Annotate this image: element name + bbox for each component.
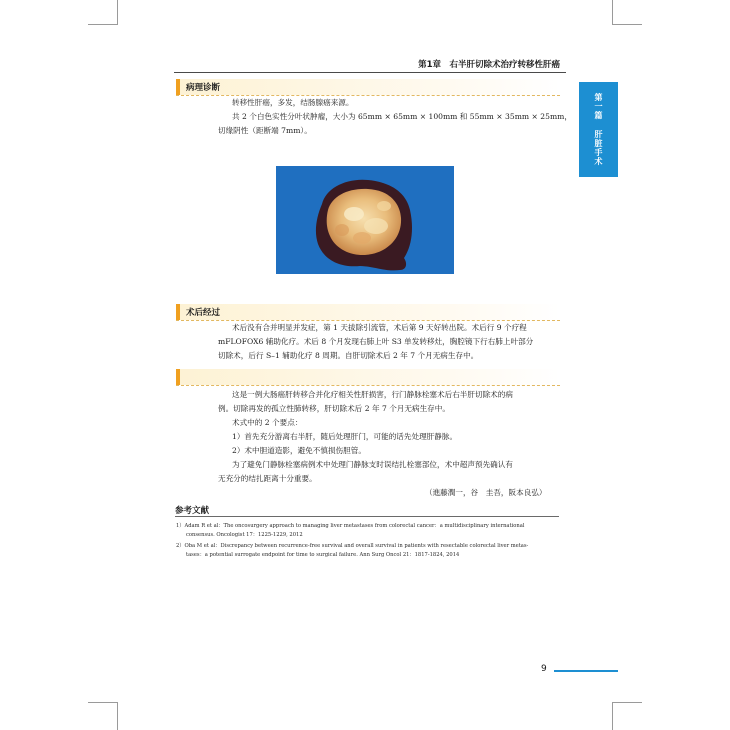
- commentary-line: 无充分的结扎距离十分重要。: [218, 474, 317, 483]
- commentary-line: 例。切除再发的孤立性肺转移，肝切除术后 2 年 7 个月无病生存中。: [218, 404, 450, 413]
- postop-heading-bar: [176, 304, 560, 320]
- commentary-line: 为了避免门静脉栓塞病例术中处理门静脉支时误结扎栓塞部位，术中超声预先确认有: [232, 460, 513, 469]
- crop-mark: [612, 702, 642, 703]
- crop-mark: [117, 0, 118, 24]
- crop-mark: [612, 702, 613, 730]
- authors: （進藤潤一，谷 圭吾，阪本良弘）: [425, 488, 547, 497]
- heading-marker: [176, 369, 180, 385]
- postop-heading: 术后经过: [186, 308, 221, 318]
- pathology-line: 切缘阴性（距断端 7mm）。: [218, 126, 312, 135]
- references-rule: [175, 516, 559, 517]
- pathology-line: 转移性肝癌，多发，结肠腺癌来源。: [232, 98, 354, 107]
- reference-line: 1）Adam R et al：The oncosurgery approach to managing liver metastases from colorectal cancer：a multidisciplinary international: [176, 523, 525, 529]
- crop-mark: [612, 24, 642, 25]
- crop-mark: [88, 702, 118, 703]
- reference-line: tases：a potential surrogate endpoint for time to surgical failure. Ann Surg Oncol 21：1817-1824, 2014: [186, 552, 460, 558]
- header-rule: [174, 72, 566, 73]
- chapter-title: 第1章 右半肝切除术治疗转移性肝癌: [418, 60, 560, 70]
- commentary-heading-bar: [176, 369, 560, 385]
- heading-marker: [176, 79, 180, 95]
- postop-line: 术后没有合并明显并发症，第 1 天拔除引流管，术后第 9 天好转出院。术后行 9 个疗程: [232, 323, 527, 332]
- page-number: 9: [541, 664, 547, 674]
- postop-line: mFLOFOX6 辅助化疗。术后 8 个月发现右肺上叶 S3 单发转移灶，胸腔镜下行右肺上叶部分: [218, 337, 534, 346]
- specimen-photo: [276, 166, 454, 274]
- commentary-line: 术式中的 2 个要点：: [232, 418, 303, 427]
- pathology-heading-bar: [176, 79, 560, 95]
- postop-line: 切除术，后行 S–1 辅助化疗 8 周期。自肝切除术后 2 年 7 个月无病生存中。: [218, 351, 479, 360]
- reference-line: consensus. Oncologist 17：1225-1229, 2012: [186, 532, 303, 538]
- tumor-specimen-image: [276, 166, 454, 274]
- commentary-line: 这是一例大肠癌肝转移合并化疗相关性肝损害，行门静脉栓塞术后右半肝切除术的病: [232, 390, 513, 399]
- commentary-line: 2）术中胆道造影，避免不慎损伤胆管。: [232, 446, 366, 455]
- page-number-rule: [554, 670, 618, 672]
- heading-marker: [176, 304, 180, 320]
- crop-mark: [88, 24, 118, 25]
- crop-mark: [117, 702, 118, 730]
- reference-line: 2）Oba M et al：Discrepancy between recurrence-free survival and overall survival in patients with resectable colorectal liver metas-: [176, 543, 529, 549]
- pathology-heading: 病理诊断: [186, 83, 221, 93]
- references-title: 参考文献: [175, 506, 210, 516]
- crop-mark: [612, 0, 613, 24]
- section-side-tab: 第一篇 肝脏手术: [579, 82, 618, 177]
- commentary-line: 1）首先充分游离右半肝，随后处理肝门，可能的话先处理肝静脉。: [232, 432, 458, 441]
- pathology-line: 共 2 个白色实性分叶状肿瘤，大小为 65mm × 65mm × 100mm 和 55mm × 35mm × 25mm，: [232, 112, 572, 121]
